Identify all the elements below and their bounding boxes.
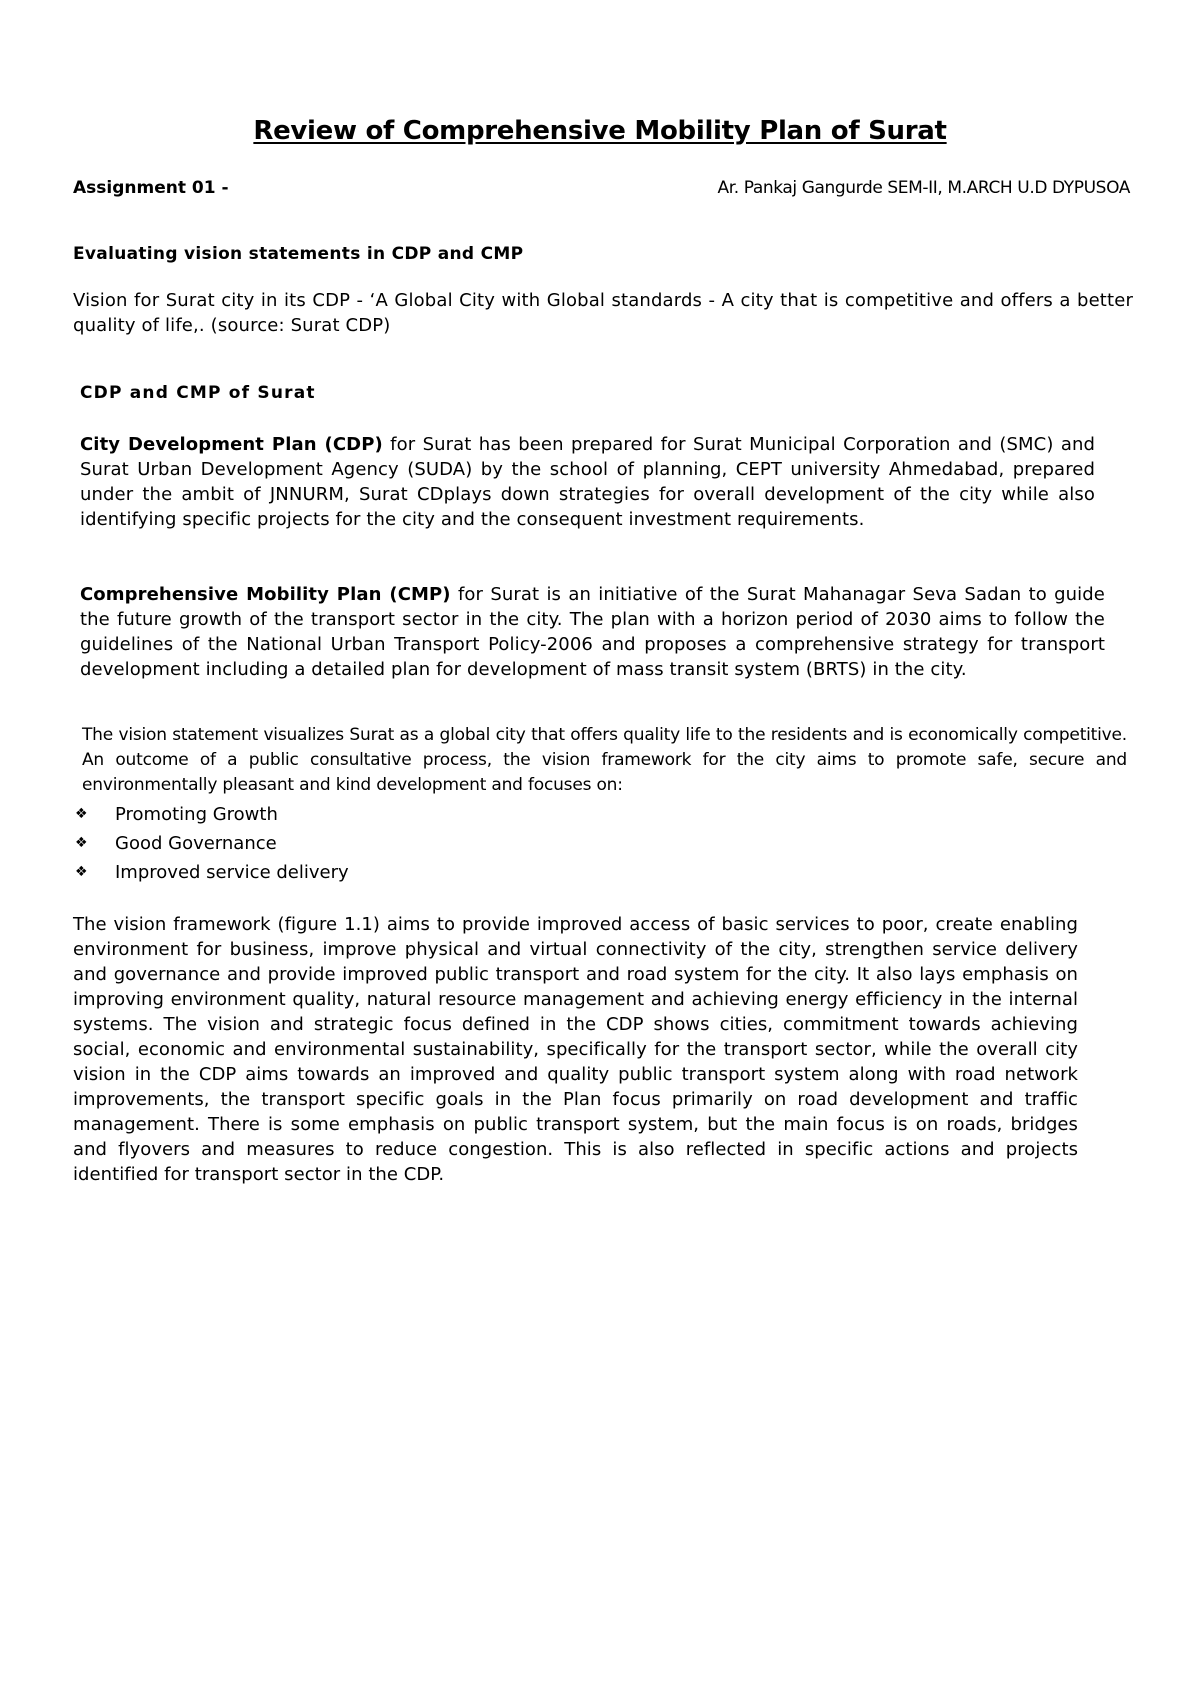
section-heading-evaluating: Evaluating vision statements in CDP and CMP — [73, 244, 524, 264]
assignment-label: Assignment 01 - — [73, 178, 229, 198]
vision-statement-paragraph: The vision statement visualizes Surat as a global city that offers quality life to the residents and is economically competitive. An outcome of a public consultative process, the vision framework for the city aims to promote safe, secure and environmentally pleasant and kind development and focuses on: — [82, 725, 1127, 795]
section-heading-cdp-cmp: CDP and CMP of Surat — [80, 383, 316, 403]
focus-item-label: Improved service delivery — [115, 862, 349, 883]
focus-list — [73, 800, 349, 887]
diamond-bullet-icon: ❖ — [75, 806, 88, 822]
cmp-lead: Comprehensive Mobility Plan (CMP) — [80, 584, 451, 605]
list-item — [73, 800, 349, 829]
assignment-row — [73, 178, 1130, 204]
focus-item-label: Promoting Growth — [115, 804, 278, 825]
cmp-paragraph — [80, 582, 1105, 682]
cdp-text: for Surat has been prepared for Surat Municipal Corporation and (SMC) and Surat Urban Development Agency (SUDA) by the school of planning, CEPT university Ahmedabad, prepared under the ambit of JNNURM, Surat CDplays down strategies for overall development of the city while also identifying specific projects for the city and the consequent investment requirements. — [80, 434, 1095, 530]
list-item — [73, 829, 349, 858]
framework-paragraph: The vision framework (figure 1.1) aims to provide improved access of basic services to poor, create enabling environment for business, improve physical and virtual connectivity of the city, strengthen service delivery and governance and provide improved public transport and road system for the city. It also lays emphasis on improving environment quality, natural resource management and achieving energy efficiency in the internal systems. The vision and strategic focus defined in the CDP shows cities, commitment towards achieving social, economic and environmental sustainability, specifically for the transport sector, while the overall city vision in the CDP aims towards an improved and quality public transport system along with road network improvements, the transport specific goals in the Plan focus primarily on road development and traffic management. There is some emphasis on public transport system, but the main focus is on roads, bridges and flyovers and measures to reduce congestion. This is also reflected in specific actions and projects identified for transport sector in the CDP. — [73, 914, 1078, 1185]
diamond-bullet-icon: ❖ — [75, 835, 88, 851]
vision-paragraph: Vision for Surat city in its CDP - ‘A Global City with Global standards - A city that is competitive and offers a better quality of life,. (source: Surat CDP) — [73, 290, 1133, 336]
cdp-lead: City Development Plan (CDP) — [80, 434, 383, 455]
list-item — [73, 858, 349, 887]
cdp-paragraph — [80, 432, 1095, 532]
author-line: Ar. Pankaj Gangurde SEM-II, M.ARCH U.D DYPUSOA — [717, 178, 1130, 198]
cmp-text: for Surat is an initiative of the Surat Mahanagar Seva Sadan to guide the future growth of the transport sector in the city. The plan with a horizon period of 2030 aims to follow the guidelines of the National Urban Transport Policy-2006 and proposes a comprehensive strategy for transport development including a detailed plan for development of mass transit system (BRTS) in the city. — [80, 584, 1105, 680]
focus-item-label: Good Governance — [115, 833, 277, 854]
diamond-bullet-icon: ❖ — [75, 864, 88, 880]
page-title: Review of Comprehensive Mobility Plan of Surat — [253, 116, 947, 146]
